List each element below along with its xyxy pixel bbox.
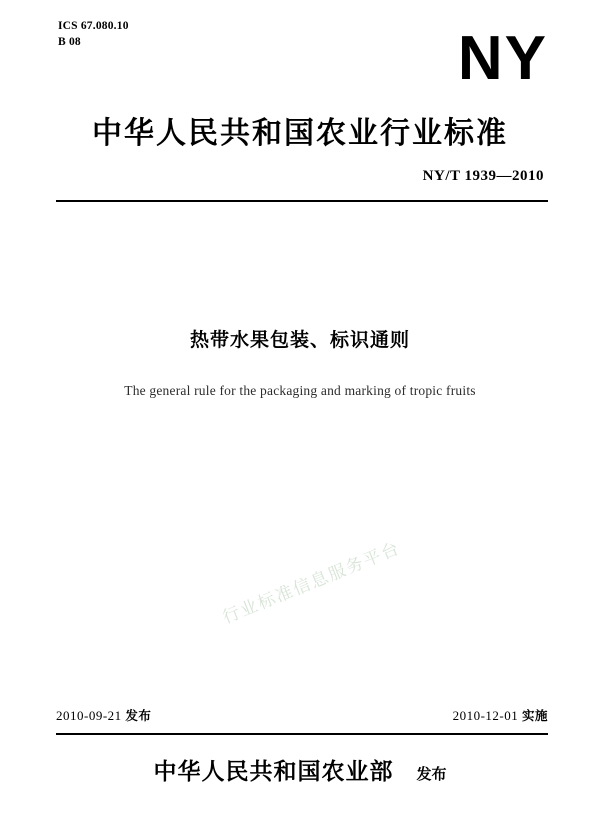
issue-date-group — [56, 706, 151, 724]
effective-label: 实施 — [521, 708, 548, 723]
subject-title-cn: 热带水果包装、标识通则 — [189, 329, 410, 351]
effective-date: 2010-12-01 — [452, 708, 519, 723]
header-divider — [56, 200, 548, 202]
standard-series-title: 中华人民共和国农业行业标准 — [92, 116, 508, 151]
effective-date-group — [453, 706, 548, 724]
issue-label: 发布 — [125, 708, 152, 723]
footer-divider — [56, 733, 548, 735]
issue-date: 2010-09-21 — [56, 708, 122, 723]
classification-code: B 08 — [58, 36, 81, 48]
standard-number: NY/T 1939—2010 — [422, 168, 544, 184]
ics-code: ICS 67.080.10 — [58, 20, 129, 32]
subject-title-en: The general rule for the packaging and marking of tropic fruits — [124, 383, 476, 398]
publisher-name: 中华人民共和国农业部 — [153, 759, 394, 785]
ny-logo: NY — [457, 24, 548, 93]
date-row — [56, 706, 548, 726]
publisher-block — [0, 753, 600, 786]
watermark-text: 行业标准信息服务平台 — [219, 538, 404, 629]
publish-verb: 发布 — [416, 765, 447, 783]
ics-block — [58, 18, 129, 50]
